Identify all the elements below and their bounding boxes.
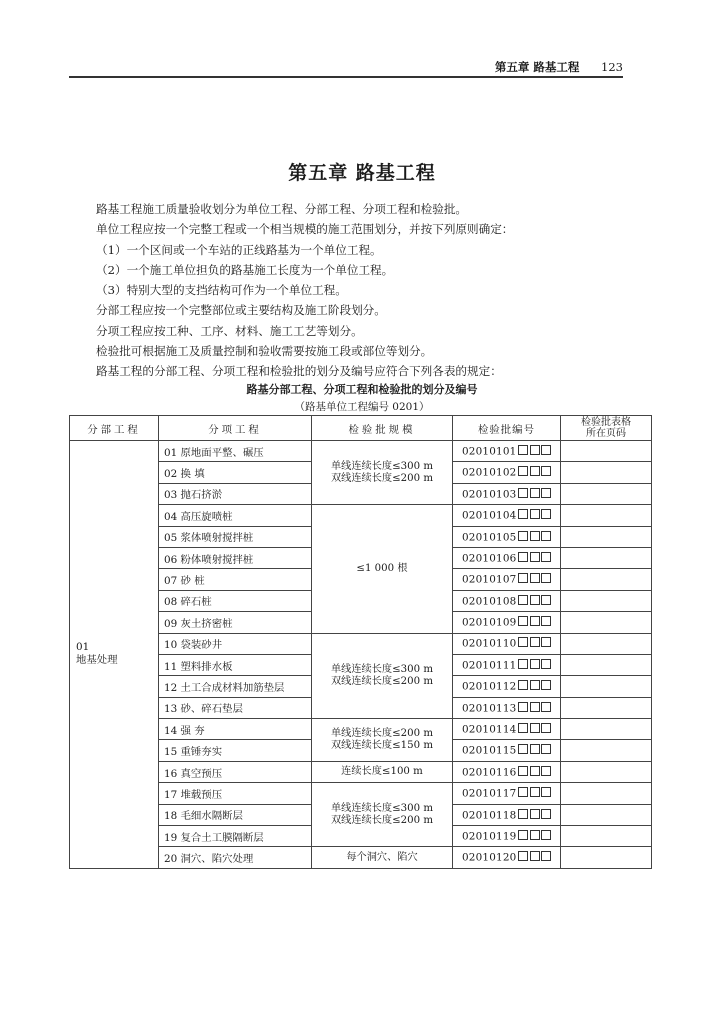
item-cell: 16 真空预压 — [159, 761, 312, 782]
item-cell: 17 堆载预压 — [159, 783, 312, 804]
running-head-chapter: 第五章 路基工程 — [494, 60, 580, 74]
page-cell — [561, 547, 652, 568]
item-cell: 03 抛石挤淤 — [159, 483, 312, 504]
page-cell — [561, 654, 652, 675]
paragraph: （2）一个施工单位担负的路基施工长度为一个单位工程。 — [96, 262, 394, 277]
page-cell — [561, 783, 652, 804]
item-cell: 08 碎石桩 — [159, 590, 312, 611]
scale-cell: 单线连续长度≤200 m 双线连续长度≤150 m — [312, 719, 453, 762]
paragraph: 分部工程应按一个完整部位或主要结构及施工阶段划分。 — [96, 303, 386, 318]
item-cell: 02 换 填 — [159, 462, 312, 483]
header-scale: 检验批规模 — [312, 416, 453, 441]
page-cell — [561, 526, 652, 547]
header-rule — [69, 76, 623, 78]
header-code: 检验批编号 — [453, 416, 561, 441]
page-cell — [561, 633, 652, 654]
body-text — [96, 199, 656, 382]
scale-cell: 单线连续长度≤300 m 双线连续长度≤200 m — [312, 783, 453, 847]
code-cell: 02010116 — [453, 761, 561, 782]
item-cell: 10 袋装砂井 — [159, 633, 312, 654]
code-cell: 02010110 — [453, 633, 561, 654]
paragraph: 路基工程的分部工程、分项工程和检验批的划分及编号应符合下列各表的规定： — [96, 364, 502, 379]
division-cell — [70, 441, 159, 869]
page-cell — [561, 804, 652, 825]
paragraph: 路基工程施工质量验收划分为单位工程、分部工程、分项工程和检验批。 — [96, 202, 468, 216]
code-cell: 02010120 — [453, 847, 561, 868]
paragraph: （3）特别大型的支挡结构可作为一个单位工程。 — [96, 283, 347, 298]
code-cell: 02010111 — [453, 654, 561, 675]
page-cell — [561, 569, 652, 590]
scale-cell: 单线连续长度≤300 m 双线连续长度≤200 m — [312, 441, 453, 505]
page-cell — [561, 719, 652, 740]
page-cell — [561, 462, 652, 483]
page-cell — [561, 441, 652, 462]
chapter-title: 第五章 路基工程 — [288, 162, 436, 184]
code-cell: 02010102 — [453, 462, 561, 483]
division-table — [69, 415, 652, 869]
scale-cell: 每个洞穴、陷穴 — [312, 847, 453, 868]
item-cell: 15 重锤夯实 — [159, 740, 312, 761]
code-cell: 02010101 — [453, 441, 561, 462]
item-cell: 14 强 夯 — [159, 719, 312, 740]
page-number: 123 — [601, 60, 623, 74]
item-cell: 04 高压旋喷桩 — [159, 505, 312, 526]
table-row — [70, 441, 652, 462]
page-cell — [561, 505, 652, 526]
header-item: 分项工程 — [159, 416, 312, 441]
page-cell — [561, 676, 652, 697]
paragraph: 分项工程应按工种、工序、材料、施工工艺等划分。 — [96, 323, 363, 338]
page-cell — [561, 483, 652, 504]
table-header-row — [70, 416, 652, 441]
running-head — [69, 58, 623, 76]
code-cell: 02010119 — [453, 826, 561, 847]
scale-cell: ≤1 000 根 — [312, 505, 453, 633]
paragraph: 单位工程应按一个完整工程或一个相当规模的施工范围划分，并按下列原则确定： — [96, 222, 514, 237]
page-cell — [561, 761, 652, 782]
code-cell: 02010106 — [453, 547, 561, 568]
code-cell: 02010113 — [453, 697, 561, 718]
scale-cell: 单线连续长度≤300 m 双线连续长度≤200 m — [312, 633, 453, 719]
code-cell: 02010107 — [453, 569, 561, 590]
code-cell: 02010118 — [453, 804, 561, 825]
code-cell: 02010105 — [453, 526, 561, 547]
code-cell: 02010108 — [453, 590, 561, 611]
header-page: 检验批表格 所在页码 — [561, 416, 652, 441]
code-cell: 02010112 — [453, 676, 561, 697]
table-subtitle: （路基单位工程编号 0201） — [294, 401, 430, 413]
item-cell: 05 浆体喷射搅拌桩 — [159, 526, 312, 547]
header-division: 分部工程 — [70, 416, 159, 441]
page-cell — [561, 826, 652, 847]
page-cell — [561, 590, 652, 611]
page-cell — [561, 847, 652, 868]
item-cell: 01 原地面平整、碾压 — [159, 441, 312, 462]
page-cell — [561, 697, 652, 718]
division-code: 01 — [76, 641, 90, 654]
item-cell: 07 砂 桩 — [159, 569, 312, 590]
division-name: 地基处理 — [76, 654, 118, 667]
item-cell: 20 洞穴、陷穴处理 — [159, 847, 312, 868]
code-cell: 02010115 — [453, 740, 561, 761]
item-cell: 09 灰土挤密桩 — [159, 612, 312, 633]
item-cell: 06 粉体喷射搅拌桩 — [159, 547, 312, 568]
code-cell: 02010103 — [453, 483, 561, 504]
paragraph: 检验批可根据施工及质量控制和验收需要按施工段或部位等划分。 — [96, 344, 433, 359]
paragraph: （1）一个区间或一个车站的正线路基为一个单位工程。 — [96, 242, 382, 257]
item-cell: 12 土工合成材料加筋垫层 — [159, 676, 312, 697]
page-cell — [561, 740, 652, 761]
page-cell — [561, 612, 652, 633]
item-cell: 19 复合土工膜隔断层 — [159, 826, 312, 847]
item-cell: 11 塑料排水板 — [159, 654, 312, 675]
code-cell: 02010117 — [453, 783, 561, 804]
table-title: 路基分部工程、分项工程和检验批的划分及编号 — [246, 383, 478, 396]
code-cell: 02010104 — [453, 505, 561, 526]
code-cell: 02010114 — [453, 719, 561, 740]
item-cell: 18 毛细水隔断层 — [159, 804, 312, 825]
code-cell: 02010109 — [453, 612, 561, 633]
item-cell: 13 砂、碎石垫层 — [159, 697, 312, 718]
scale-cell: 连续长度≤100 m — [312, 761, 453, 782]
